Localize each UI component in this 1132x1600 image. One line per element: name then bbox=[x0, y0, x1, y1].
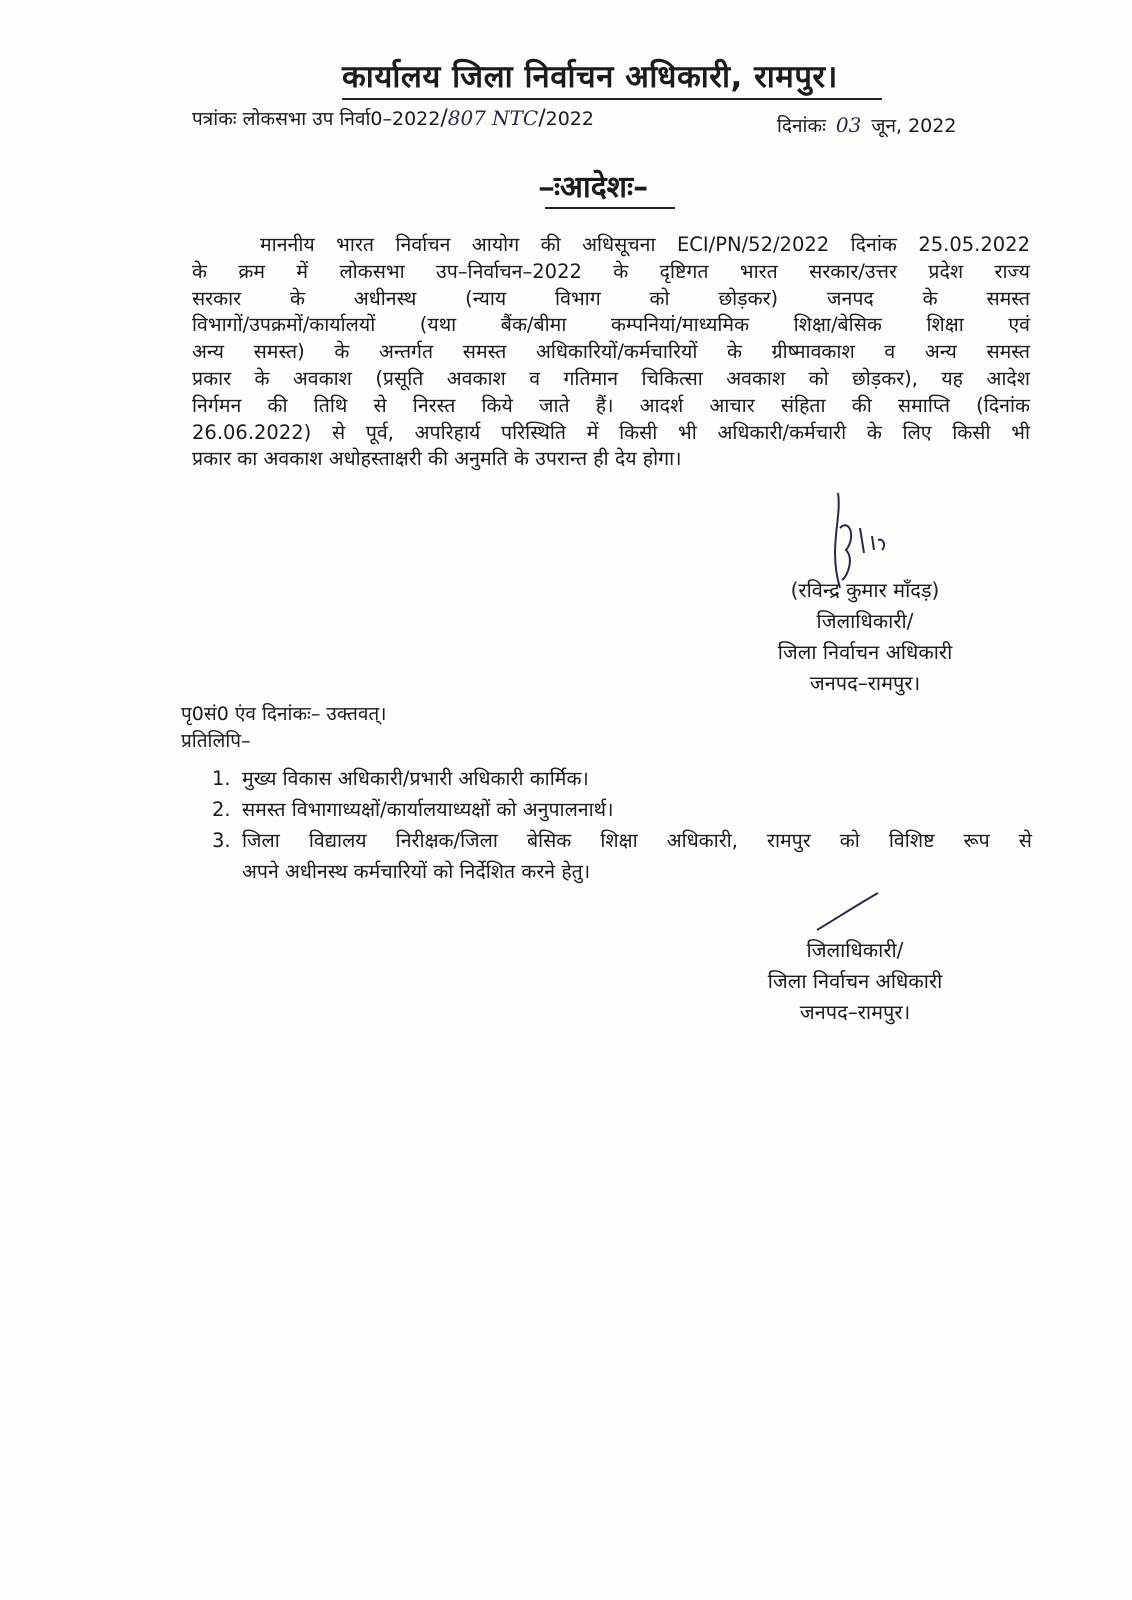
body-line: प्रकार के अवकाश (प्रसूति अवकाश व गतिमान चिकित्सा अवकाश को छोड़कर), यह आदेश bbox=[192, 366, 1030, 390]
endorsement-line: पृ0सं0 एंव दिनांकः– उक्तवत्। bbox=[181, 703, 387, 725]
body-line: अन्य समस्त) के अन्तर्गत समस्त अधिकारियों/कर्मचारियों के ग्रीष्मावकाश व अन्य समस्त bbox=[192, 340, 1030, 364]
signatory-district: जनपद–रामपुर। bbox=[799, 1000, 911, 1024]
body-line: प्रकार का अवकाश अधोहस्ताक्षरी की अनुमति के उपरान्त ही देय होगा। bbox=[192, 447, 682, 471]
body-line: सरकार के अधीनस्थ (न्याय विभाग को छोड़कर) जनपद के समस्त bbox=[192, 286, 1030, 310]
ref-handwritten-number: 807 bbox=[447, 106, 486, 130]
signature-block-2 bbox=[740, 935, 970, 1028]
body-line: विभागों/उपक्रमों/कार्यालयों (यथा बैंक/बीमा कम्पनियां/माध्यमिक शिक्षा/बेसिक शिक्षा एवं bbox=[192, 313, 1030, 337]
body-line: माननीय भारत निर्वाचन आयोग की अधिसूचना ECI/PN/52/2022 दिनांक 25.05.2022 bbox=[260, 233, 1030, 256]
body-line: के क्रम में लोकसभा उप–निर्वाचन–2022 के दृष्टिगत भारत सरकार/उत्तर प्रदेश राज्य bbox=[192, 259, 1030, 283]
signatory-name: (रविन्द्र कुमार माँदड़) bbox=[790, 578, 940, 602]
signature-stroke bbox=[812, 890, 882, 935]
office-title: कार्यालय जिला निर्वाचन अधिकारी, रामपुर। bbox=[342, 59, 838, 95]
order-underline bbox=[545, 207, 675, 209]
list-item-text: जिला विद्यालय निरीक्षक/जिला बेसिक शिक्षा अधिकारी, रामपुर को विशिष्ट रूप से bbox=[242, 829, 1032, 852]
ref-prefix: पत्रांकः लोकसभा उप निर्वा0–2022 bbox=[192, 108, 441, 130]
list-item-text-continued: अपने अधीनस्थ कर्मचारियों को निर्देशित करने हेतु। bbox=[242, 860, 591, 883]
body-line: 26.06.2022) से पूर्व, अपरिहार्य परिस्थिति में किसी भी अधिकारी/कर्मचारी के लिए किसी भी bbox=[192, 420, 1030, 444]
copy-list bbox=[212, 763, 1032, 887]
date-label: दिनांकः bbox=[777, 115, 826, 137]
date-rest: जून, 2022 bbox=[871, 115, 957, 137]
signatory-designation-2: जिला निर्वाचन अधिकारी bbox=[777, 640, 953, 664]
reference-number: पत्रांकः लोकसभा उप निर्वा0–2022/807 NTC/2022 bbox=[192, 106, 594, 131]
order-body bbox=[192, 232, 1030, 473]
list-item-text: समस्त विभागाध्यक्षों/कार्यालयाध्यक्षों को अनुपालनार्थ। bbox=[242, 798, 614, 821]
list-item-number: 3. bbox=[212, 829, 231, 852]
ref-suffix: 2022 bbox=[545, 108, 594, 130]
date-line bbox=[777, 112, 956, 138]
title-underline bbox=[342, 98, 882, 100]
order-heading: –ःआदेशः– bbox=[539, 170, 649, 205]
list-item bbox=[212, 794, 1032, 825]
list-item-number: 2. bbox=[212, 798, 231, 821]
ref-handwritten-code: NTC bbox=[492, 106, 539, 130]
list-item bbox=[212, 825, 1032, 887]
signature-block bbox=[745, 575, 985, 699]
date-handwritten-day: 03 bbox=[835, 113, 862, 137]
signatory-designation: जिलाधिकारी/ bbox=[806, 938, 904, 962]
list-item-number: 1. bbox=[212, 767, 231, 790]
body-line: निर्गमन की तिथि से निरस्त किये जाते हैं। आदर्श आचार संहिता की समाप्ति (दिनांक bbox=[192, 393, 1030, 417]
signatory-district: जनपद–रामपुर। bbox=[809, 671, 921, 695]
signatory-designation: जिलाधिकारी/ bbox=[816, 609, 914, 633]
list-item bbox=[212, 763, 1032, 794]
copy-to-label: प्रतिलिपि– bbox=[181, 730, 251, 752]
list-item-text: मुख्य विकास अधिकारी/प्रभारी अधिकारी कार्मिक। bbox=[242, 767, 589, 790]
signatory-designation-2: जिला निर्वाचन अधिकारी bbox=[767, 969, 943, 993]
